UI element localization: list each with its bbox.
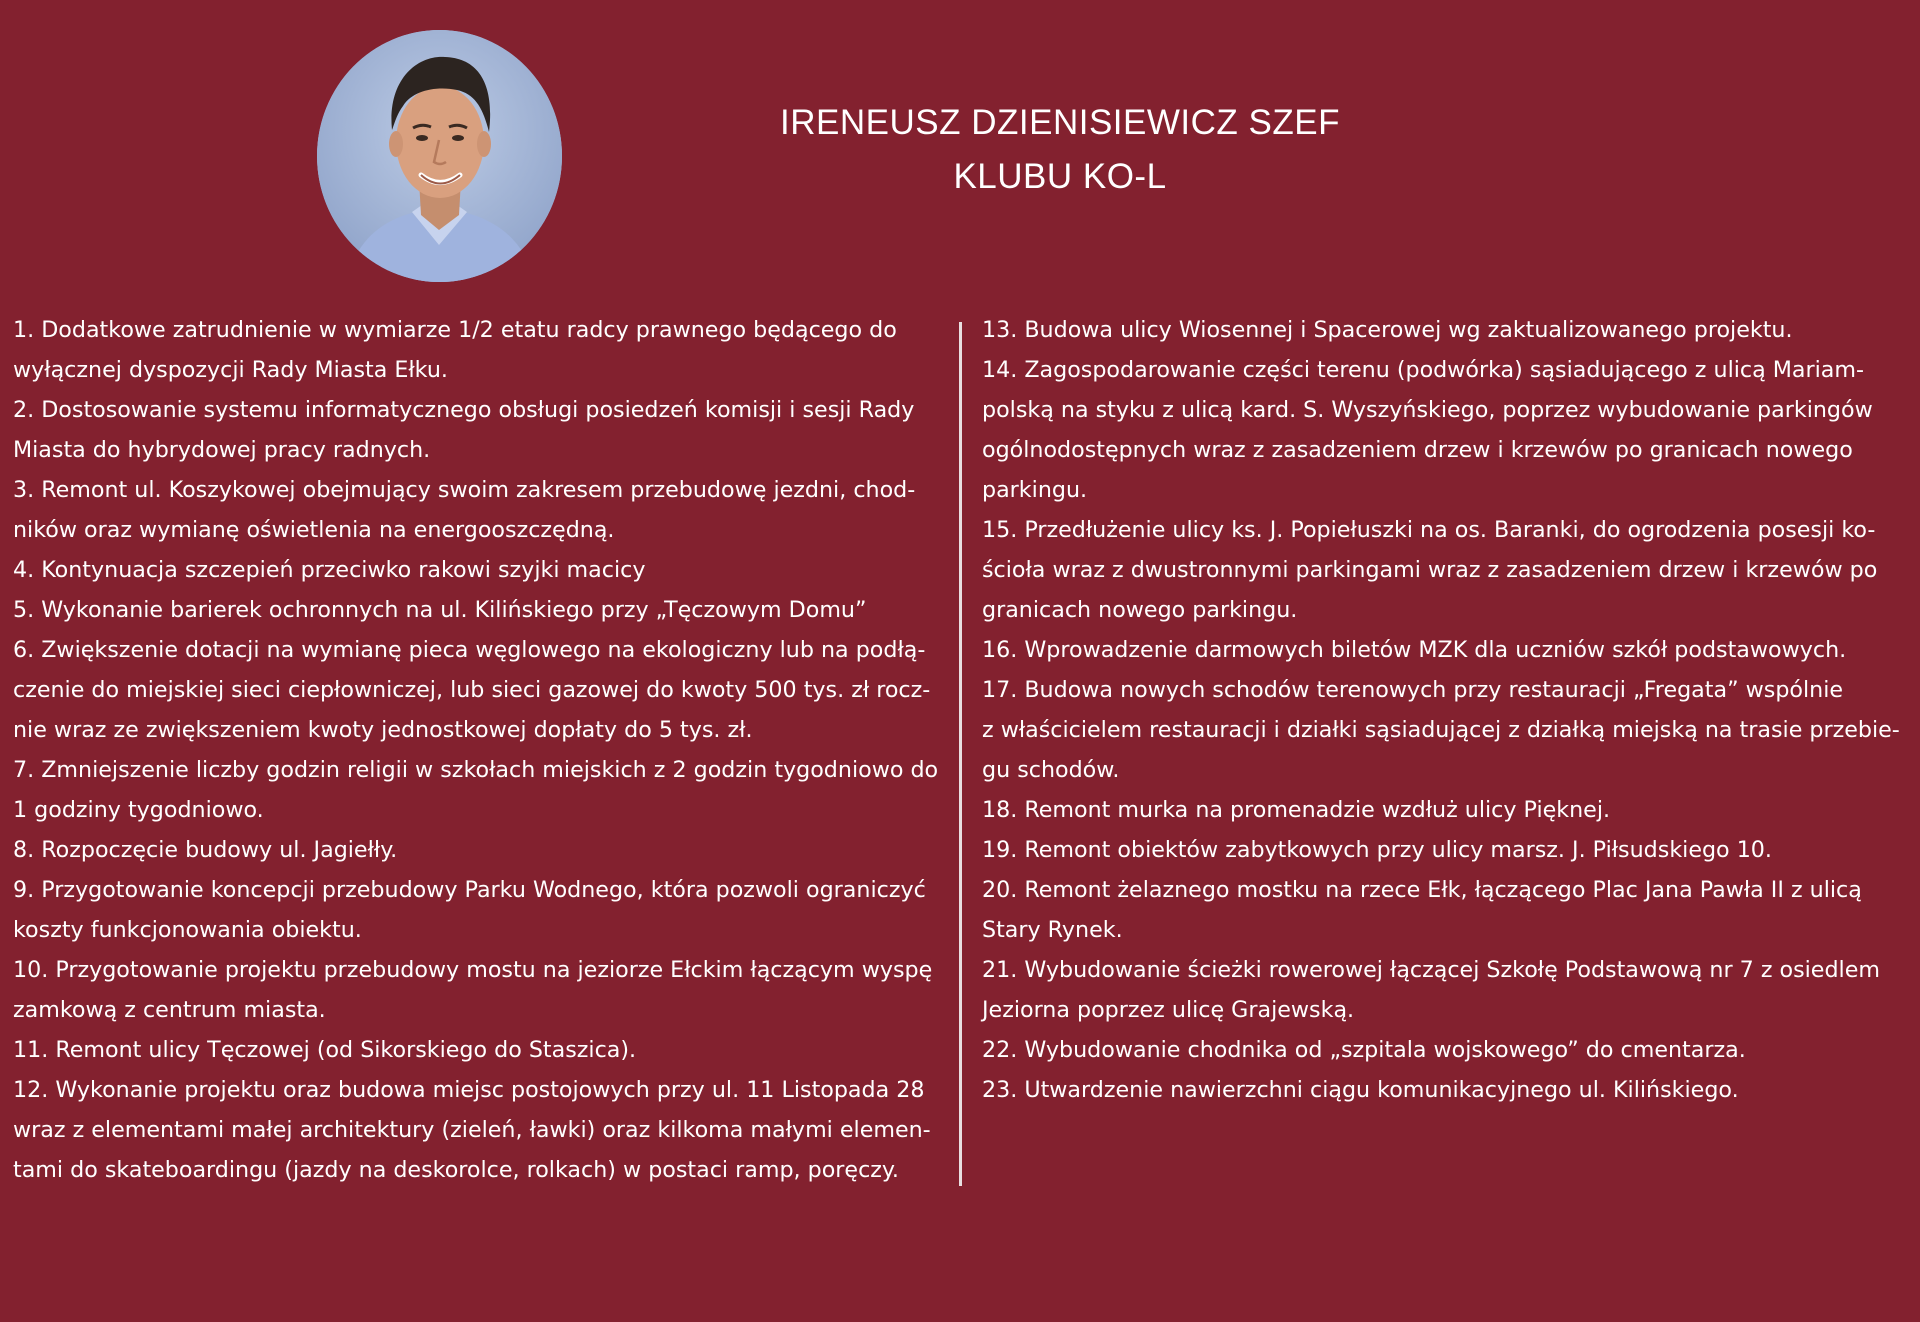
list-item: 2. Dostosowanie systemu informatycznego obsługi posiedzeń komisji i sesji Rady Miasta do hybrydowej pracy radnych. bbox=[13, 397, 915, 463]
list-item: 10. Przygotowanie projektu przebudowy mostu na jeziorze Ełckim łączącym wyspę zamkową z centrum miasta. bbox=[13, 957, 933, 1023]
list-item: 9. Przygotowanie koncepcji przebudowy Parku Wodnego, która pozwoli ograniczyć koszty funkcjonowania obiektu. bbox=[13, 877, 926, 943]
right-column-list bbox=[982, 310, 1902, 1110]
list-item: 1. Dodatkowe zatrudnienie w wymiarze 1/2 etatu radcy prawnego będącego do wyłącznej dyspozycji Rady Miasta Ełku. bbox=[13, 317, 897, 383]
list-item: 3. Remont ul. Koszykowej obejmujący swoim zakresem przebudowę jezdni, chod- ników oraz wymianę oświetlenia na energooszczędną. bbox=[13, 477, 916, 543]
page-title bbox=[720, 96, 1400, 204]
list-item: 8. Rozpoczęcie budowy ul. Jagiełły. bbox=[13, 837, 398, 863]
column-divider bbox=[959, 322, 962, 1186]
list-item: 4. Kontynuacja szczepień przeciwko rakowi szyjki macicy bbox=[13, 557, 646, 583]
title-line-2: KLUBU KO-L bbox=[953, 157, 1167, 196]
left-column-list bbox=[13, 310, 958, 1190]
list-item: 6. Zwiększenie dotacji na wymianę pieca węglowego na ekologiczny lub na podłą- czenie do miejskiej sieci ciepłowniczej, lub sieci gazowej do kwoty 500 tys. zł rocz- nie wraz ze zwiększeniem kwoty jednostkowej dopłaty do 5 tys. zł. bbox=[13, 637, 931, 743]
list-item: 19. Remont obiektów zabytkowych przy ulicy marsz. J. Piłsudskiego 10. bbox=[982, 837, 1772, 863]
list-item: 7. Zmniejszenie liczby godzin religii w szkołach miejskich z 2 godzin tygodniowo do 1 godziny tygodniowo. bbox=[13, 757, 939, 823]
list-item: 21. Wybudowanie ścieżki rowerowej łączącej Szkołę Podstawową nr 7 z osiedlem Jeziorna poprzez ulicę Grajewską. bbox=[982, 957, 1880, 1023]
portrait-photo bbox=[317, 30, 562, 282]
list-item: 5. Wykonanie barierek ochronnych na ul. Kilińskiego przy „Tęczowym Domu” bbox=[13, 597, 867, 623]
list-item: 16. Wprowadzenie darmowych biletów MZK dla uczniów szkół podstawowych. bbox=[982, 637, 1847, 663]
list-item: 14. Zagospodarowanie części terenu (podwórka) sąsiadującego z ulicą Mariam- polską na styku z ulicą kard. S. Wyszyńskiego, poprzez wybudowanie parkingów ogólnodostępnych wraz z zasadzeniem drzew i krzewów po granicach nowego parkingu. bbox=[982, 357, 1873, 503]
list-item: 11. Remont ulicy Tęczowej (od Sikorskiego do Staszica). bbox=[13, 1037, 637, 1063]
title-line-1: IRENEUSZ DZIENISIEWICZ SZEF bbox=[780, 103, 1340, 142]
list-item: 22. Wybudowanie chodnika od „szpitala wojskowego” do cmentarza. bbox=[982, 1037, 1746, 1063]
list-item: 15. Przedłużenie ulicy ks. J. Popiełuszki na os. Baranki, do ogrodzenia posesji ko- ścioła wraz z dwustronnymi parkingami wraz z zasadzeniem drzew i krzewów po granicach nowego parkingu. bbox=[982, 517, 1878, 623]
list-item: 13. Budowa ulicy Wiosennej i Spacerowej wg zaktualizowanego projektu. bbox=[982, 317, 1793, 343]
list-item: 17. Budowa nowych schodów terenowych przy restauracji „Fregata” wspólnie z właścicielem restauracji i działki sąsiadującej z działką miejską na trasie przebie- gu schodów. bbox=[982, 677, 1900, 783]
list-item: 12. Wykonanie projektu oraz budowa miejsc postojowych przy ul. 11 Listopada 28 wraz z elementami małej architektury (zieleń, ławki) oraz kilkoma małymi elemen- tami do skateboardingu (jazdy na deskorolce, rolkach) w postaci ramp, poręczy. bbox=[13, 1077, 931, 1183]
list-item: 23. Utwardzenie nawierzchni ciągu komunikacyjnego ul. Kilińskiego. bbox=[982, 1077, 1739, 1103]
list-item: 18. Remont murka na promenadzie wzdłuż ulicy Pięknej. bbox=[982, 797, 1611, 823]
list-item: 20. Remont żelaznego mostku na rzece Ełk, łączącego Plac Jana Pawła II z ulicą Stary Rynek. bbox=[982, 877, 1862, 943]
portrait-illustration bbox=[317, 30, 562, 282]
